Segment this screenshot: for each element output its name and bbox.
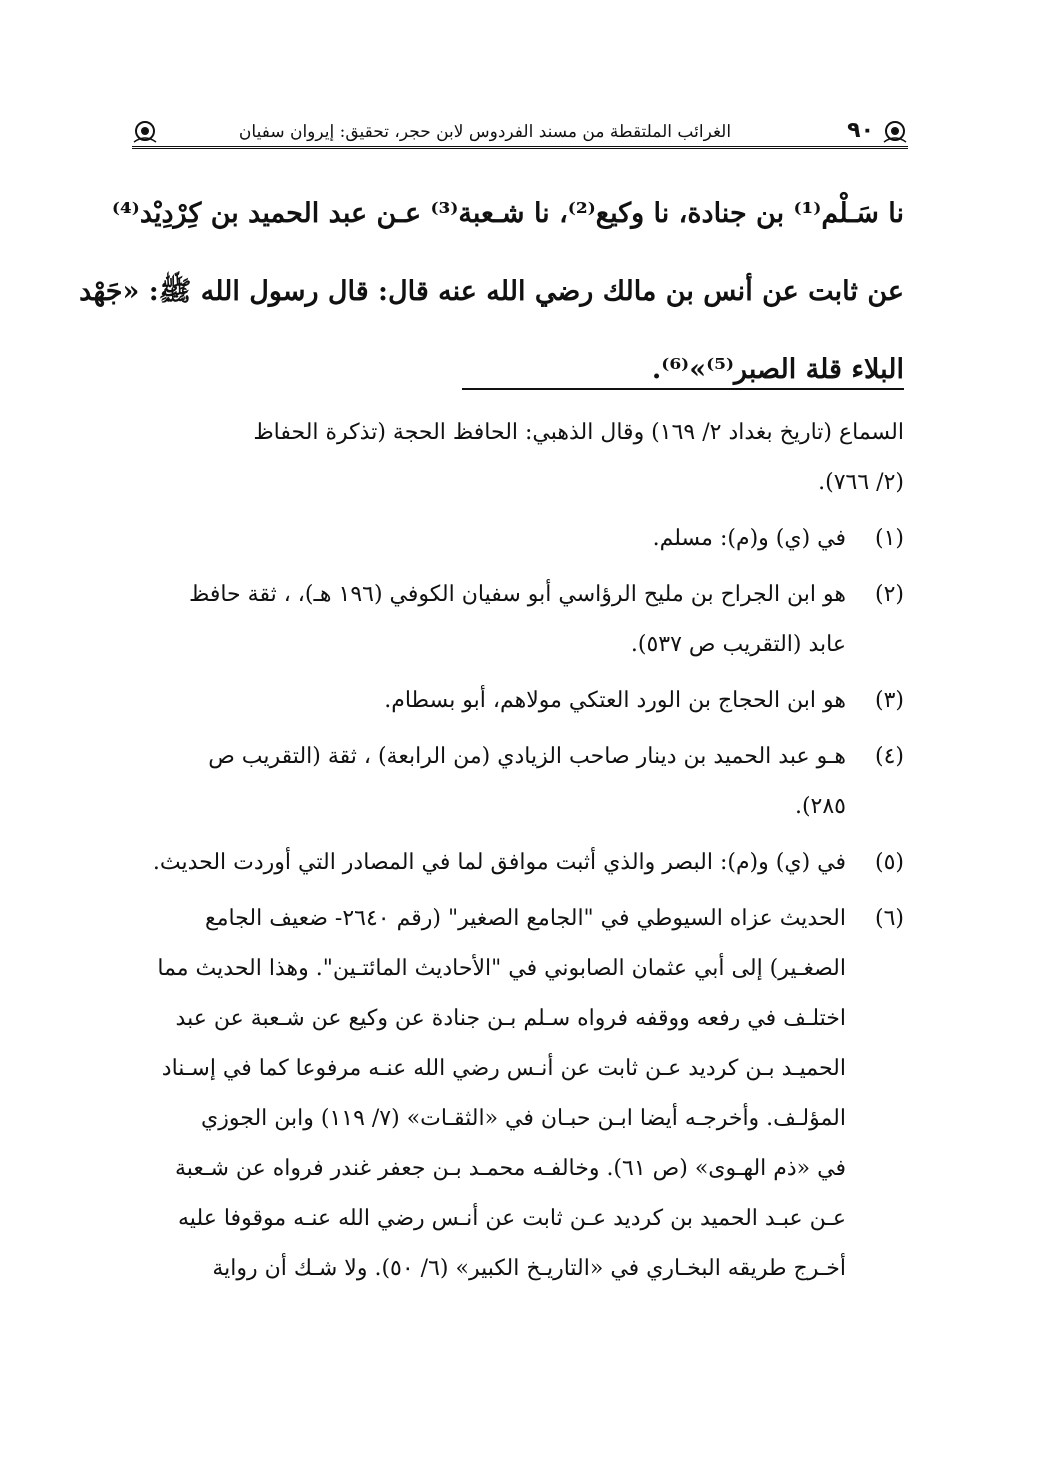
footnote-line: في (ي) و(م): البصر والذي أثبت موافق لما في المصادر التي أوردت الحديث. [152,850,846,875]
footnote-line: أخـرج طريقه البخـاري في «التاريـخ الكبير» (٦/ ٥٠). ولا شـك أن رواية [212,1256,846,1281]
footnote-5 [132,838,904,888]
footnote-line: هو ابن الحجاج بن الورد العتكي مولاهم، أبو بسطام. [384,688,846,713]
header-rule [132,146,908,149]
footnotes [132,408,904,1294]
footnote-line: هو ابن الجراح بن مليح الرؤاسي أبو سفيان الكوفي (١٩٦ هـ)، ، ثقة حافظ [188,582,846,607]
footnote-line: في «ذم الهـوى» (ص ٦١). وخالفـه محمـد بـن جعفر غندر فرواه عن شـعبة [174,1156,846,1181]
footnote-number: (١) [874,526,904,551]
footnote-6 [132,894,904,1294]
footnote-3 [132,676,904,726]
footnote-separator [462,388,904,390]
text-line: عن ثابت عن أنس بن مالك رضي الله عنه قال: قال رسول الله ﷺ: «جَهْد [79,276,904,307]
footnote-line: الصغـير) إلى أبي عثمان الصابوني في "الأحاديث المائتـين". وهذا الحديث مما [157,956,846,981]
footnote-2 [132,570,904,670]
running-title: الغرائب الملتقطة من مسند الفردوس لابن حجر، تحقيق: إيروان سفيان [238,122,732,142]
footnote-4 [132,732,904,832]
footnote-line: المؤلـف. وأخرجـه أيضا ابـن حبـان في «الثقـات» (٧/ ١١٩) وابن الجوزي [201,1106,846,1131]
footnote-continuation [132,408,904,508]
footnote-line: اختلـف في رفعه ووقفه فرواه سـلم بـن جنادة عن وكيع عن شـعبة عن عبد [175,1006,846,1031]
footnote-line: الحديث عزاه السيوطي في "الجامع الصغير" (رقم ٢٦٤٠- ضعيف الجامع [204,906,846,931]
footnote-1 [132,514,904,564]
footnote-number: (٦) [874,906,904,931]
footnote-line: الحميـد بـن كرديد عـن ثابت عن أنـس رضي الله عنـه مرفوعا كما في إسـناد [161,1056,846,1081]
footnote-number: (٤) [874,744,904,769]
page-header [132,110,908,150]
footnote-number: (٥) [874,850,904,875]
text-line: نا سَـلْم⁽¹⁾ بن جنادة، نا وكيع⁽²⁾، نا شـعبة⁽³⁾ عـن عبد الحميد بن كِرْدِيْد⁽⁴⁾ [111,198,904,229]
footnote-line: (٢/ ٧٦٦). [818,470,904,495]
text-line: البلاء قلة الصبر⁽⁵⁾»⁽⁶⁾. [651,354,904,385]
footnote-line: عابد (التقريب ص ٥٣٧). [630,632,846,657]
hadith-text [79,175,904,409]
footnote-line: عـن عبـد الحميد بن كرديد عـن ثابت عن أنـس رضي الله عنـه موقوفا عليه [178,1206,846,1231]
footnote-line: ٢٨٥). [794,794,846,819]
page-number: ٩٠ [847,118,874,143]
footnote-line: هـو عبد الحميد بن دينار صاحب الزيادي (من الرابعة) ، ثقة (التقريب ص [208,744,846,769]
footnote-line: السماع (تاريخ بغداد ٢/ ١٦٩) وقال الذهبي: الحافظ الحجة (تذكرة الحفاظ [253,420,904,445]
footnote-line: في (ي) و(م): مسلم. [652,526,846,551]
footnote-number: (٣) [874,688,904,713]
ornament-left-icon [132,118,158,144]
ornament-right-icon [882,118,908,144]
footnote-number: (٢) [874,582,904,607]
